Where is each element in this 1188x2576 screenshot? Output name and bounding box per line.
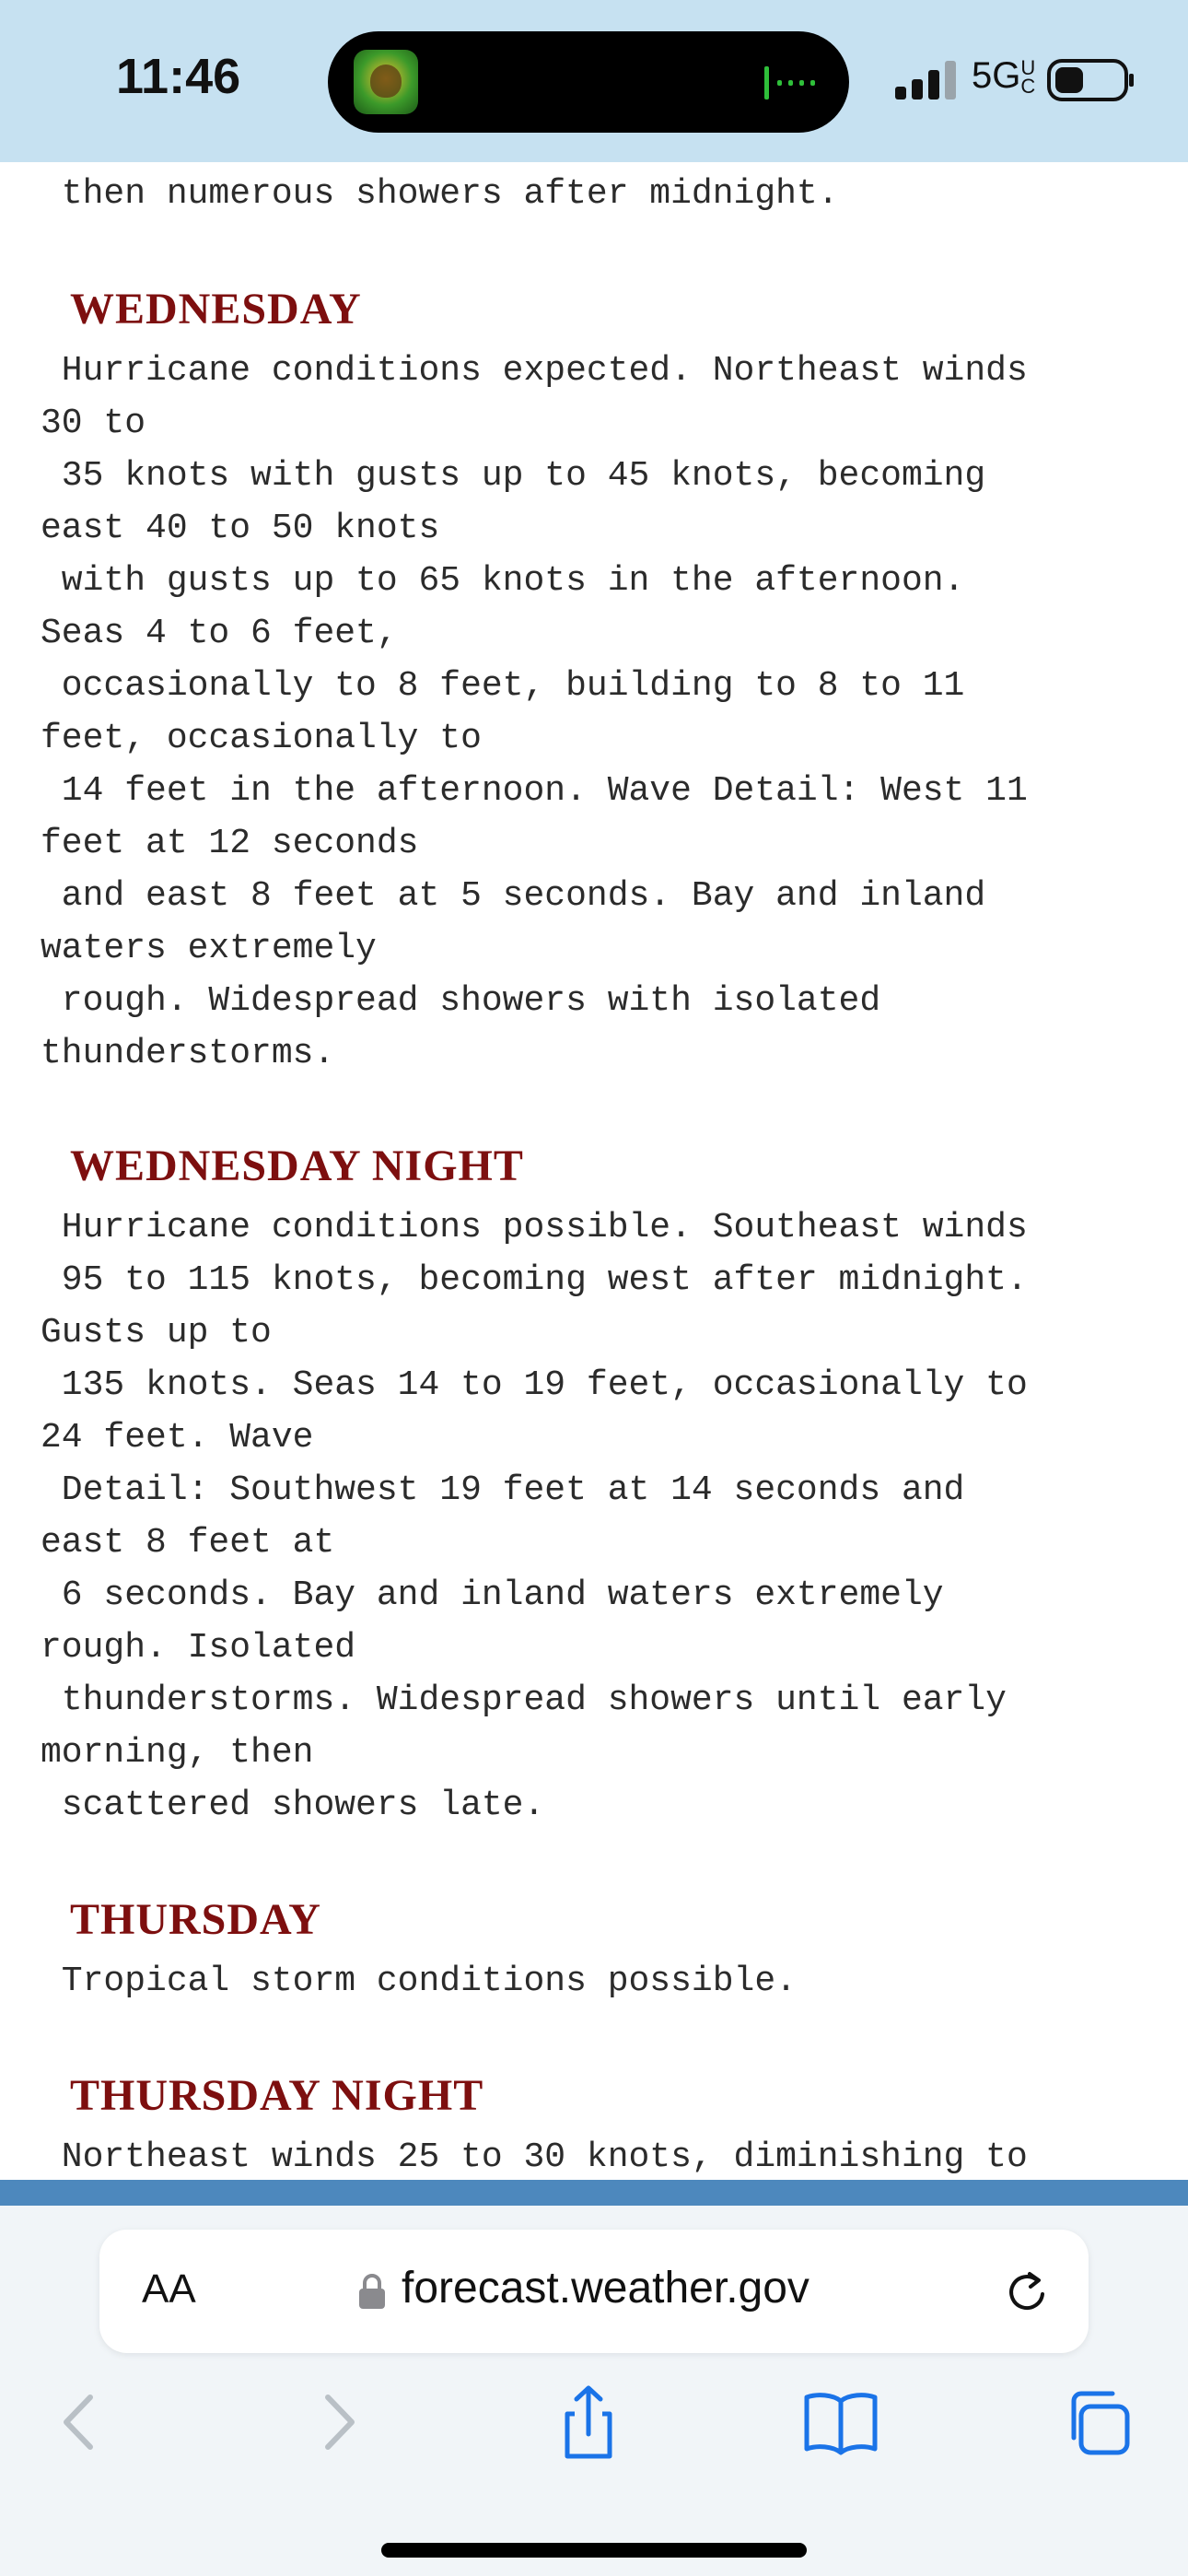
share-icon <box>547 2381 630 2464</box>
tabs-button[interactable] <box>1055 2381 1138 2464</box>
forecast-line: 35 knots with gusts up to 45 knots, becoming <box>41 456 986 496</box>
forecast-line: Northeast winds 25 to 30 knots, diminishing to <box>41 2137 1028 2177</box>
forecast-line: Hurricane conditions possible. Southeast winds <box>41 1208 1028 1247</box>
share-button[interactable] <box>547 2381 630 2464</box>
dynamic-island[interactable] <box>328 31 849 133</box>
tabs-icon <box>1055 2381 1138 2464</box>
forecast-line: east 40 to 50 knots <box>41 509 440 548</box>
navigation-toolbar <box>0 2381 1188 2482</box>
forecast-line: 14 feet in the afternoon. Wave Detail: West 11 <box>41 771 1028 811</box>
url-text[interactable]: forecast.weather.gov <box>402 2264 809 2313</box>
forecast-line: 135 knots. Seas 14 to 19 feet, occasionally to <box>41 1365 1028 1405</box>
lock-icon <box>357 2274 387 2309</box>
forecast-line: Seas 4 to 6 feet, <box>41 614 398 653</box>
bookmarks-button[interactable] <box>799 2381 882 2464</box>
chevron-right-icon <box>297 2381 379 2464</box>
period-heading-wednesday-night: WEDNESDAY NIGHT <box>70 1142 524 1190</box>
reload-icon[interactable] <box>1002 2266 1054 2318</box>
browser-toolbar <box>0 2206 1188 2576</box>
home-indicator[interactable] <box>381 2543 807 2558</box>
cellular-signal-icon <box>895 61 960 100</box>
web-content[interactable] <box>0 162 1188 2180</box>
forecast-line: 6 seconds. Bay and inland waters extremely <box>41 1575 944 1615</box>
forward-button[interactable] <box>297 2381 379 2464</box>
forecast-line: with gusts up to 65 knots in the afternoon. <box>41 561 965 601</box>
status-time: 11:46 <box>116 49 241 104</box>
forecast-line: occasionally to 8 feet, building to 8 to 11 <box>41 666 965 706</box>
forecast-line: scattered showers late. <box>41 1786 545 1825</box>
forecast-line: rough. Widespread showers with isolated <box>41 981 881 1021</box>
forecast-line: feet, occasionally to <box>41 719 482 758</box>
reader-options-button[interactable]: AA <box>142 2266 196 2312</box>
forecast-line: then numerous showers after midnight. <box>41 174 839 214</box>
forecast-line: 95 to 115 knots, becoming west after midnight. <box>41 1260 1028 1300</box>
forecast-line: and east 8 feet at 5 seconds. Bay and inland <box>41 876 986 916</box>
forecast-line: east 8 feet at <box>41 1523 335 1563</box>
page-footer-bar <box>0 2180 1188 2206</box>
forecast-line: Tropical storm conditions possible. <box>41 1961 797 2001</box>
forecast-line: Hurricane conditions expected. Northeast winds <box>41 351 1028 391</box>
network-type-label: 5GUC <box>972 55 1036 99</box>
forecast-line: waters extremely <box>41 929 377 968</box>
period-heading-wednesday: WEDNESDAY <box>70 285 362 334</box>
forecast-line: rough. Isolated <box>41 1628 356 1668</box>
book-icon <box>799 2381 882 2464</box>
status-bar <box>0 0 1188 162</box>
forecast-line: Detail: Southwest 19 feet at 14 seconds and <box>41 1470 965 1510</box>
back-button[interactable] <box>39 2381 122 2464</box>
forecast-line: 24 feet. Wave <box>41 1418 314 1458</box>
forecast-line: thunderstorms. Widespread showers until early <box>41 1680 1007 1720</box>
period-heading-thursday-night: THURSDAY NIGHT <box>70 2071 484 2120</box>
chevron-left-icon <box>39 2381 122 2464</box>
forecast-line: 30 to <box>41 404 146 443</box>
now-playing-app-icon[interactable] <box>354 50 418 114</box>
address-bar[interactable] <box>99 2230 1089 2353</box>
forecast-line: feet at 12 seconds <box>41 824 419 863</box>
forecast-line: thunderstorms. <box>41 1034 335 1073</box>
battery-icon <box>1047 59 1136 101</box>
period-heading-thursday: THURSDAY <box>70 1895 321 1944</box>
audio-waveform-icon <box>763 64 821 101</box>
forecast-line: Gusts up to <box>41 1313 272 1352</box>
forecast-line: morning, then <box>41 1733 314 1773</box>
